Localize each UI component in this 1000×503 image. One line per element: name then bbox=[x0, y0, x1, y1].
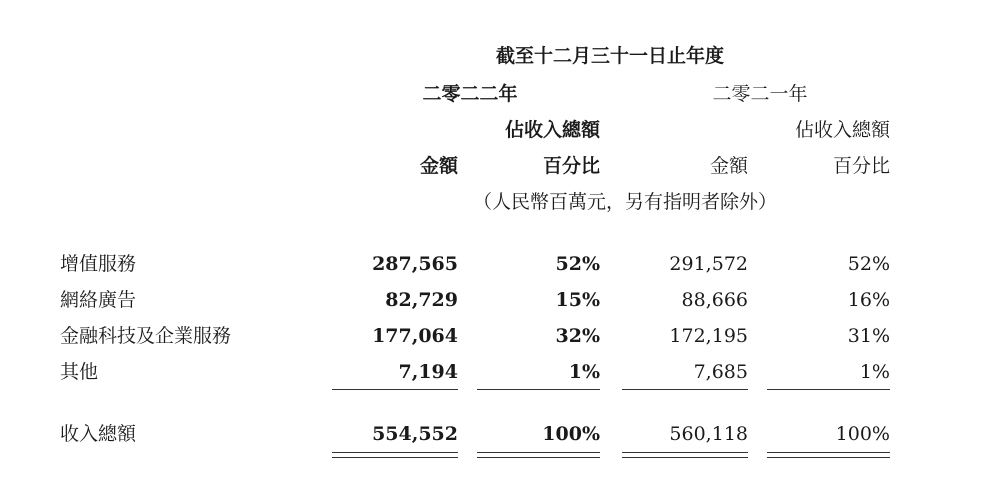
total-pct-2021: 100% bbox=[835, 423, 890, 445]
year-prior-heading: 二零二一年 bbox=[712, 83, 808, 105]
total-amount-2022: 554,552 bbox=[372, 423, 458, 445]
row-label: 金融科技及企業服務 bbox=[60, 325, 232, 347]
row-label: 網絡廣告 bbox=[60, 289, 137, 311]
total-double-rule bbox=[622, 452, 748, 458]
subtotal-rule bbox=[477, 389, 600, 390]
amount-2022: 177,064 bbox=[372, 325, 458, 347]
total-double-rule bbox=[767, 452, 890, 458]
total-double-rule bbox=[332, 452, 458, 458]
pct-2022: 1% bbox=[568, 361, 600, 383]
amount-label-current: 金額 bbox=[419, 155, 458, 177]
period-heading: 截至十二月三十一日止年度 bbox=[495, 45, 724, 67]
pct-2022: 15% bbox=[555, 289, 600, 311]
total-pct-2022: 100% bbox=[542, 423, 600, 445]
amount-2021: 7,685 bbox=[693, 361, 748, 383]
row-label: 其他 bbox=[60, 361, 99, 383]
total-double-rule bbox=[477, 452, 600, 458]
pct-of-revenue-label-prior: 佔收入總額 bbox=[794, 119, 890, 141]
row-label: 增值服務 bbox=[60, 253, 137, 275]
pct-2022: 32% bbox=[555, 325, 600, 347]
amount-2022: 287,565 bbox=[372, 253, 458, 275]
total-label: 收入總額 bbox=[60, 423, 137, 445]
percent-label-current: 百分比 bbox=[542, 155, 600, 177]
percent-label-prior: 百分比 bbox=[832, 155, 890, 177]
amount-2022: 7,194 bbox=[398, 361, 458, 383]
pct-2021: 16% bbox=[847, 289, 890, 311]
pct-of-revenue-label-current: 佔收入總額 bbox=[504, 119, 600, 141]
year-current-heading: 二零二二年 bbox=[422, 83, 518, 105]
amount-label-prior: 金額 bbox=[709, 155, 748, 177]
subtotal-rule bbox=[622, 389, 748, 390]
amount-2022: 82,729 bbox=[385, 289, 458, 311]
amount-2021: 291,572 bbox=[669, 253, 748, 275]
amount-2021: 88,666 bbox=[681, 289, 748, 311]
pct-2021: 1% bbox=[859, 361, 890, 383]
pct-2021: 52% bbox=[847, 253, 890, 275]
subtotal-rule bbox=[332, 389, 458, 390]
total-amount-2021: 560,118 bbox=[669, 423, 748, 445]
unit-note: （人民幣百萬元，另有指明者除外） bbox=[472, 191, 777, 213]
pct-2022: 52% bbox=[555, 253, 600, 275]
subtotal-rule bbox=[767, 389, 890, 390]
pct-2021: 31% bbox=[847, 325, 890, 347]
amount-2021: 172,195 bbox=[669, 325, 748, 347]
